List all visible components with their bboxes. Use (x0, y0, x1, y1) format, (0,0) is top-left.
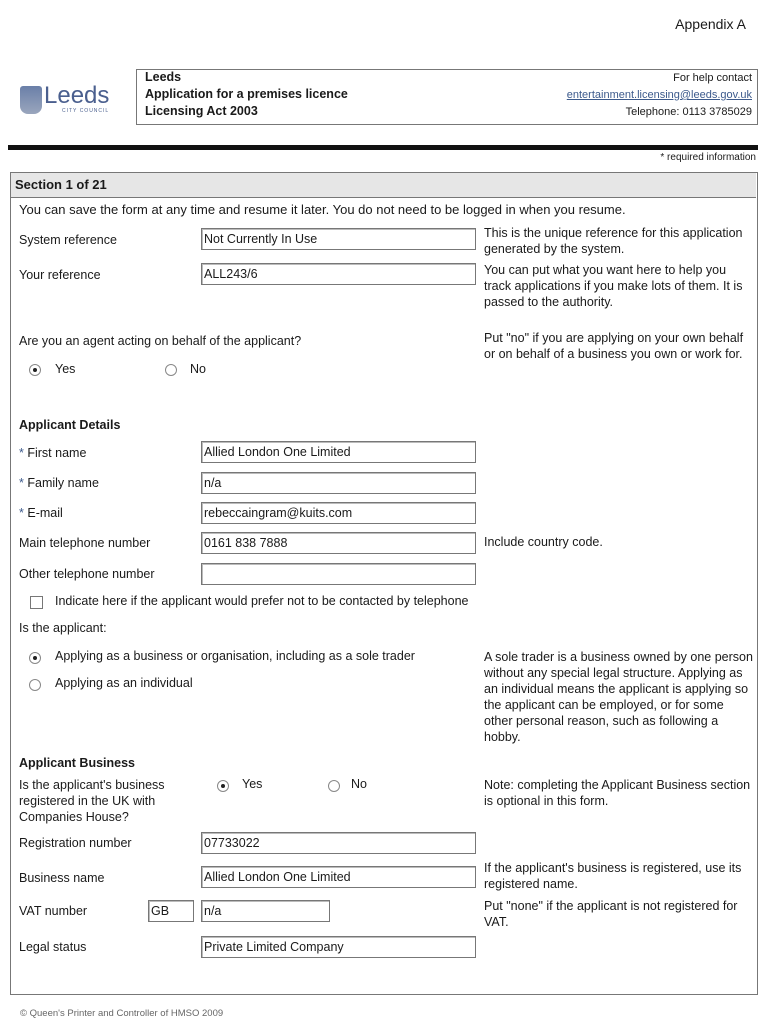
logo-sub: CITY COUNCIL (62, 108, 110, 114)
agent-yes-label: Yes (55, 362, 76, 376)
no-contact-label: Indicate here if the applicant would prefer not to be contacted by telephone (55, 594, 469, 608)
appendix-label: Appendix A (675, 16, 746, 32)
business-note: Note: completing the Applicant Business section is optional in this form. (484, 778, 751, 808)
email-label-text: E-mail (27, 506, 63, 520)
individual-option-label: Applying as an individual (55, 676, 193, 690)
first-name-input[interactable]: Allied London One Limited (201, 441, 476, 463)
agent-question: Are you an agent acting on behalf of the applicant? (19, 334, 302, 348)
vat-number-input[interactable]: n/a (201, 900, 330, 922)
your-ref-input[interactable]: ALL243/6 (201, 263, 476, 285)
divider (8, 145, 758, 150)
registered-yes-label: Yes (242, 777, 263, 791)
help-contact: For help contact (673, 72, 752, 84)
system-ref-input[interactable]: Not Currently In Use (201, 228, 476, 250)
business-name-help: If the applicant's business is registered, use its registered name. (484, 861, 742, 891)
email-input[interactable]: rebeccaingram@kuits.com (201, 502, 476, 524)
registered-no-label: No (351, 777, 367, 791)
agent-help: Put "no" if you are applying on your own behalf or on behalf of a business you own or work for. (484, 331, 744, 361)
logo-text: Leeds (44, 82, 110, 109)
legal-status-input[interactable]: Private Limited Company (201, 936, 476, 958)
section-header (11, 173, 756, 198)
header-act: Licensing Act 2003 (145, 104, 258, 118)
help-email-link[interactable]: entertainment.licensing@leeds.gov.uk (566, 89, 752, 101)
applicant-type-help: A sole trader is a business owned by one person without any special legal structure. Applying as an individual means the applicant is applying so the applicant can be employed, or for some other personal reason, such as following a hobby. (484, 650, 753, 744)
legal-status-label: Legal status (19, 940, 87, 954)
no-contact-checkbox[interactable] (30, 596, 43, 609)
leeds-logo (20, 82, 120, 116)
business-radio[interactable] (29, 652, 41, 664)
vat-label: VAT number (19, 904, 88, 918)
header-title: Application for a premises licence (145, 87, 348, 101)
applicant-details-heading: Applicant Details (19, 418, 121, 432)
required-star: * (19, 506, 24, 520)
copyright-footer: © Queen's Printer and Controller of HMSO 2009 (20, 1008, 224, 1019)
registered-question: Is the applicant's business registered in the UK with Companies House? (19, 778, 165, 824)
family-name-input[interactable]: n/a (201, 472, 476, 494)
is-applicant-label: Is the applicant: (19, 621, 107, 635)
main-tel-label: Main telephone number (19, 536, 151, 550)
first-name-label (19, 446, 86, 460)
vat-help: Put "none" if the applicant is not registered for VAT. (484, 899, 738, 929)
applicant-business-heading: Applicant Business (19, 756, 135, 770)
email-label (19, 506, 63, 520)
vat-prefix-input[interactable]: GB (148, 900, 194, 922)
registered-yes-radio[interactable] (217, 780, 229, 792)
your-ref-help: You can put what you want here to help you track applications if you make lots of them. It is passed to the authority. (484, 263, 743, 309)
other-tel-label: Other telephone number (19, 567, 155, 581)
required-star: * (19, 476, 24, 490)
family-name-label-text: Family name (27, 476, 99, 490)
reg-number-input[interactable]: 07733022 (201, 832, 476, 854)
first-name-label-text: First name (27, 446, 87, 460)
business-name-input[interactable]: Allied London One Limited (201, 866, 476, 888)
header-org: Leeds (145, 70, 182, 84)
required-star: * (19, 446, 24, 460)
family-name-label (19, 476, 99, 490)
system-ref-help: This is the unique reference for this application generated by the system. (484, 226, 743, 256)
required-note: * required information (660, 152, 756, 163)
business-name-label: Business name (19, 871, 105, 885)
business-option-label: Applying as a business or organisation, including as a sole trader (55, 649, 415, 663)
main-tel-help: Include country code. (484, 535, 603, 549)
main-tel-input[interactable]: 0161 838 7888 (201, 532, 476, 554)
agent-yes-radio[interactable] (29, 364, 41, 376)
section-intro: You can save the form at any time and resume it later. You do not need to be logged in when you resume. (19, 202, 626, 217)
section-title: Section 1 of 21 (15, 177, 107, 192)
individual-radio[interactable] (29, 679, 41, 691)
your-ref-label: Your reference (19, 268, 101, 282)
help-phone: Telephone: 0113 3785029 (625, 106, 752, 118)
system-ref-label: System reference (19, 233, 117, 247)
crest-icon (20, 86, 42, 114)
agent-no-radio[interactable] (165, 364, 177, 376)
other-tel-input[interactable] (201, 563, 476, 585)
reg-number-label: Registration number (19, 836, 132, 850)
agent-no-label: No (190, 362, 206, 376)
registered-no-radio[interactable] (328, 780, 340, 792)
